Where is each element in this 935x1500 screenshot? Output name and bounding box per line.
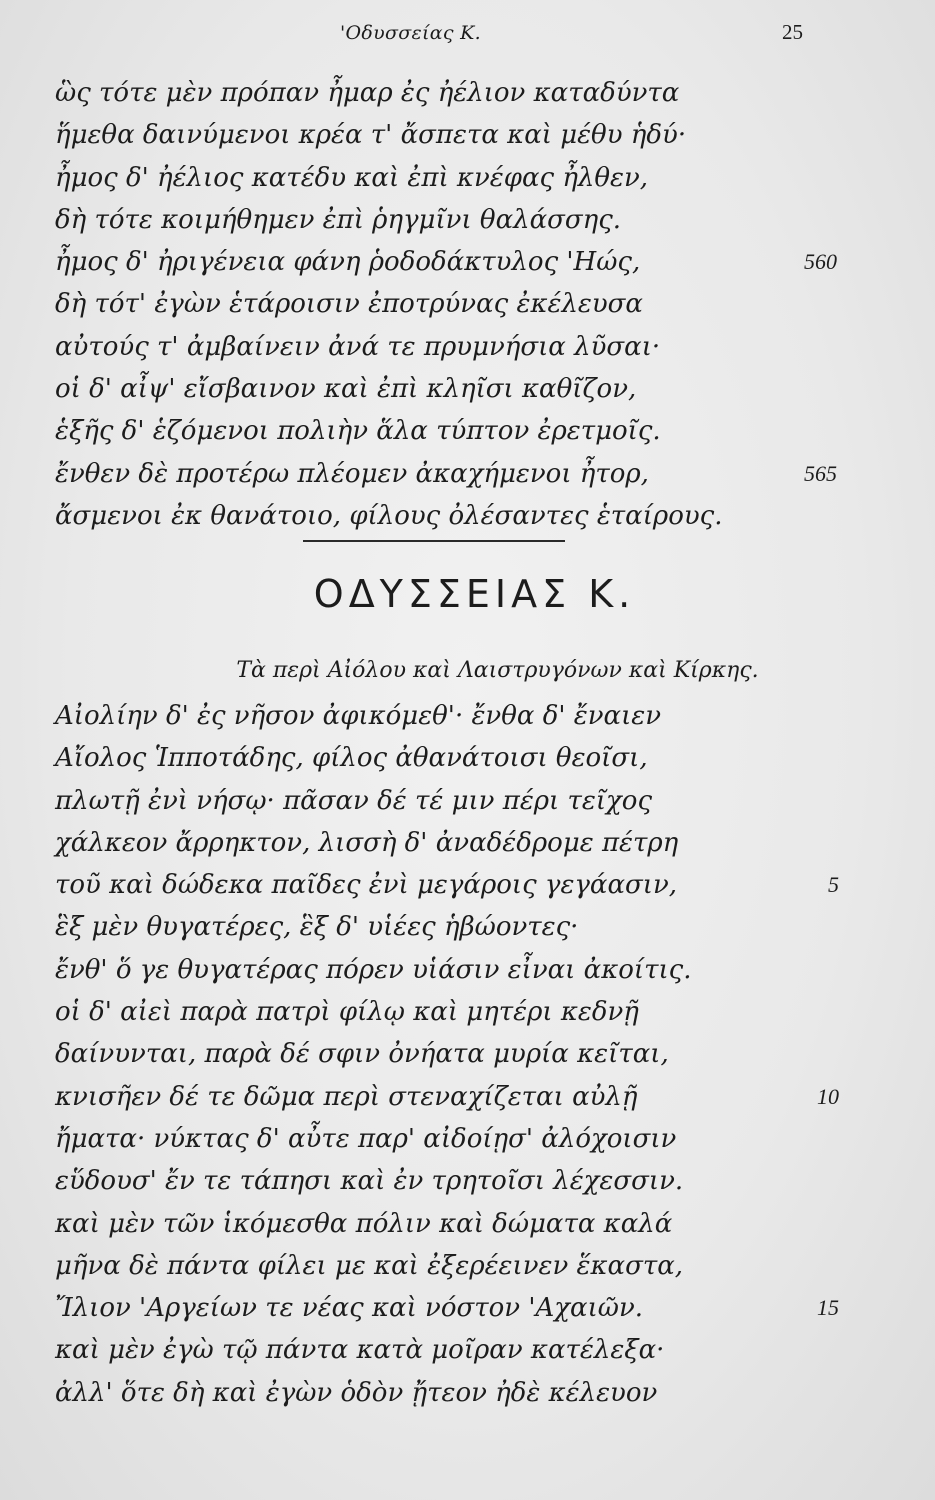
line-number: 560 — [804, 249, 837, 275]
verse-text: ἦμος δ' ἠέλιος κατέδυ καὶ ἐπὶ κνέφας ἦλθεν, — [55, 162, 649, 193]
verse-line — [55, 1118, 835, 1160]
verse-line — [55, 157, 835, 199]
verse-text: τοῦ καὶ δώδεκα παῖδες ἐνὶ μεγάροις γεγάασιν, — [55, 870, 678, 901]
verse-line — [55, 822, 835, 864]
verse-text: ἦμος δ' ἠριγένεια φάνη ῥοδοδάκτυλος 'Ηώς, — [55, 247, 641, 278]
line-number: 5 — [828, 872, 839, 898]
verse-text: δὴ τότ' ἐγὼν ἑτάροισιν ἐποτρύνας ἐκέλευσα — [55, 289, 643, 320]
verse-text: ἀλλ' ὅτε δὴ καὶ ἐγὼν ὁδὸν ᾔτεον ἠδὲ κέλευον — [55, 1377, 658, 1408]
verse-text: οἱ δ' αἶψ' εἴσβαινον καὶ ἐπὶ κληῖσι καθῖζον, — [55, 374, 637, 405]
running-head: 'Οδυσσείας Κ. — [340, 22, 482, 44]
book-title: ΟΔΥΣΣΕΙΑΣ Κ. — [313, 572, 636, 616]
line-number: 15 — [817, 1295, 839, 1321]
verse-line — [55, 283, 835, 325]
verse-line — [55, 114, 835, 156]
verse-line — [55, 1160, 835, 1202]
verse-line — [55, 1329, 835, 1371]
verse-text: ἤματα· νύκτας δ' αὖτε παρ' αἰδοίῃσ' ἀλόχοισιν — [55, 1123, 677, 1154]
verse-line — [55, 949, 835, 991]
verse-text: ἔνθεν δὲ προτέρω πλέομεν ἀκαχήμενοι ἦτορ, — [55, 458, 649, 489]
section-divider — [303, 540, 565, 542]
verse-line — [55, 199, 835, 241]
book-argument: Τὰ περὶ Αἰόλου καὶ Λαιστρυγόνων καὶ Κίρκης. — [236, 658, 759, 683]
verse-line — [55, 780, 835, 822]
verse-line — [55, 1076, 839, 1118]
page-number: 25 — [782, 20, 803, 44]
verse-text: ἔνθ' ὅ γε θυγατέρας πόρεν υἱάσιν εἶναι ἀκοίτις. — [55, 954, 692, 985]
verse-line — [55, 695, 835, 737]
verse-line — [55, 1203, 835, 1245]
verse-text: εὕδουσ' ἔν τε τάπησι καὶ ἐν τρητοῖσι λέχεσσιν. — [55, 1166, 684, 1197]
verse-line — [55, 495, 835, 537]
verse-text: χάλκεον ἄρρηκτον, λισσὴ δ' ἀναδέδρομε πέτρη — [55, 827, 679, 858]
verse-line — [55, 1287, 839, 1329]
line-number: 565 — [804, 460, 837, 486]
verse-text: καὶ μὲν ἐγὼ τῷ πάντα κατὰ μοῖραν κατέλεξα· — [55, 1335, 665, 1366]
verse-text: ἥμεθα δαινύμενοι κρέα τ' ἄσπετα καὶ μέθυ ἡδύ· — [55, 120, 687, 151]
verse-line — [55, 1372, 835, 1414]
verse-text: Ἴλιον 'Αργείων τε νέας καὶ νόστον 'Αχαιῶν. — [55, 1293, 644, 1324]
verse-text: κνισῆεν δέ τε δῶμα περὶ στεναχίζεται αὐλῇ — [55, 1081, 638, 1112]
verse-line — [55, 410, 835, 452]
verse-text: ἄσμενοι ἐκ θανάτοιο, φίλους ὀλέσαντες ἑταίρους. — [55, 500, 723, 531]
verse-text: ἓξ μὲν θυγατέρες, ἓξ δ' υἱέες ἡβώοντες· — [55, 912, 579, 943]
verse-line — [55, 864, 839, 906]
verse-line — [55, 72, 835, 114]
verse-text: Αἴολος Ἱπποτάδης, φίλος ἀθανάτοισι θεοῖσι, — [55, 743, 648, 774]
verse-line — [55, 453, 835, 495]
verse-text: πλωτῇ ἐνὶ νήσῳ· πᾶσαν δέ τέ μιν πέρι τεῖχος — [55, 785, 653, 816]
verse-text: δὴ τότε κοιμήθημεν ἐπὶ ῥηγμῖνι θαλάσσης. — [55, 204, 622, 235]
verse-text: Αἰολίην δ' ἐς νῆσον ἀφικόμεθ'· ἔνθα δ' ἔναιεν — [55, 701, 662, 731]
verse-text: μῆνα δὲ πάντα φίλει με καὶ ἐξερέεινεν ἕκαστα, — [55, 1250, 684, 1281]
verse-line — [55, 906, 835, 948]
line-number: 10 — [817, 1083, 839, 1109]
verse-line — [55, 1033, 835, 1075]
verse-line — [55, 241, 835, 283]
verse-text: δαίνυνται, παρὰ δέ σφιν ὀνήατα μυρία κεῖται, — [55, 1039, 669, 1070]
verse-line — [55, 368, 835, 410]
verse-text: ὣς τότε μὲν πρόπαν ἦμαρ ἐς ἠέλιον καταδύντα — [55, 78, 680, 108]
previous-book-ending — [55, 72, 835, 537]
verse-line — [55, 1245, 835, 1287]
verse-line — [55, 326, 835, 368]
verse-line — [55, 737, 835, 779]
verse-text: οἱ δ' αἰεὶ παρὰ πατρὶ φίλῳ καὶ μητέρι κεδνῇ — [55, 997, 639, 1028]
verse-line — [55, 991, 835, 1033]
verse-text: ἑξῆς δ' ἑζόμενοι πολιὴν ἅλα τύπτον ἐρετμοῖς. — [55, 416, 661, 447]
verse-text: καὶ μὲν τῶν ἱκόμεσθα πόλιν καὶ δώματα καλά — [55, 1208, 673, 1239]
verse-text: αὐτούς τ' ἀμβαίνειν ἀνά τε πρυμνήσια λῦσαι· — [55, 331, 661, 362]
book-k-opening — [55, 695, 839, 1414]
